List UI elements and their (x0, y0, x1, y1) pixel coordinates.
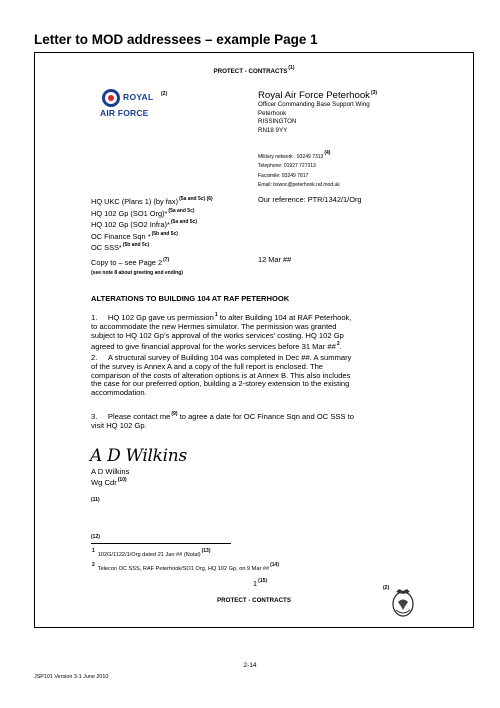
sender-contacts: Military network : 93249 7313$^{(4)}$ Telephone: 01927 727313 Facsimile: 93249 7817 Email: bswoc@peterhook.raf.mod.uk (258, 150, 340, 189)
protective-marking-top: PROTECT - CONTRACTS$^{(1)}$ (213, 65, 295, 75)
footer-page-number: 2-14 (243, 662, 257, 669)
addressee: HQ 102 Gp (SO2 Infra)*$^{(5a and 5c)}$ (91, 219, 197, 230)
addressee: HQ 102 Gp (SO1 Org)*$^{(5a and 5c)}$ (91, 207, 195, 218)
crest-ref: (2) (383, 585, 390, 591)
footnote: $^2$Telecon OC SSS, RAF Peterhook/SO1 Org, HQ 102 Gp, on 9 Mar ##$^{(14)}$ (92, 562, 279, 572)
note-11: (11) (91, 497, 100, 503)
raf-logo (100, 88, 158, 120)
footer-version: JSP101 Version 3-1 June 2010 (34, 674, 109, 680)
signatory-name: A D Wilkins (91, 467, 130, 476)
logo-ref: (2) (161, 91, 168, 97)
page-heading: Letter to MOD addressees – example Page 1 (34, 32, 318, 47)
addressee: HQ UKC (Plans 1) (by fax)$^{(5a and 5c) (6)}$ (91, 196, 213, 206)
greeting-note: (see note 8 about greeting and ending) (91, 270, 183, 276)
letter-date: 12 Mar ## (258, 255, 292, 264)
copy-to: Copy to – see Page 2$^{(7)}$ (91, 257, 170, 267)
handwritten-signature: A D Wilkins (90, 446, 187, 466)
note-12: (12) (91, 534, 100, 540)
signatory-rank: Wg Cdr$^{(10)}$ (91, 477, 127, 488)
paragraph-3: 3. Please contact $me^{(9)}$ to agree a date for OC Finance Sqn and OC SSS to visit HQ 102 Gp. (91, 411, 354, 430)
signatory-block (91, 467, 129, 488)
protective-marking-bottom: PROTECT - CONTRACTS (217, 597, 291, 604)
our-reference: Our reference: PTR/1342/1/Org (258, 195, 362, 204)
addressee-list (91, 195, 213, 253)
sender-unit: Royal Air Force Peterhook$^{(3)}$ (258, 90, 378, 101)
letter-subject: ALTERATIONS TO BUILDING 104 AT RAF PETERHOOK (91, 294, 290, 303)
page-number: 1$^{(15)}$ (252, 578, 268, 588)
logo-line2: AIR FORCE (100, 108, 149, 118)
logo-line1: ROYAL (123, 92, 154, 102)
footnote-divider (91, 543, 231, 544)
paragraph-1: 1. HQ 102 Gp gave us permission$^1$ to alter Building 104 at RAF Peterhook, to accommodate the new Hermes simulator. The permission was granted subject to HQ 102 Gp’s approval of the works services’ costing. HQ 102 Gp agreed to give financial approval for the works services before 31 Mar ##$^2$. (91, 312, 352, 352)
footnote-list (91, 546, 279, 574)
addressee: OC SSS*$^{(5b and 5c)}$ (91, 242, 150, 253)
paragraph-2: 2. A structural survey of Building 104 was completed in Dec ##. A summary of the survey is Annex A and a copy of the full report is enclosed. The comparison of the costs of alteration options is at Annex B. This also includes the case for our preferred option, building a 2-storey extension to the existing accommodation. (91, 353, 352, 398)
addressee: OC Finance Sqn *$^{(5b and 5c)}$ (91, 230, 178, 241)
footnote: $^1$102G/1122/1/Org dated 21 Jan ## (Notal)$^{(13)}$ (92, 548, 211, 558)
sender-address: Officer Commanding Base Support Wing Peterhook RISSINGTON RN18 9YY (258, 101, 370, 134)
